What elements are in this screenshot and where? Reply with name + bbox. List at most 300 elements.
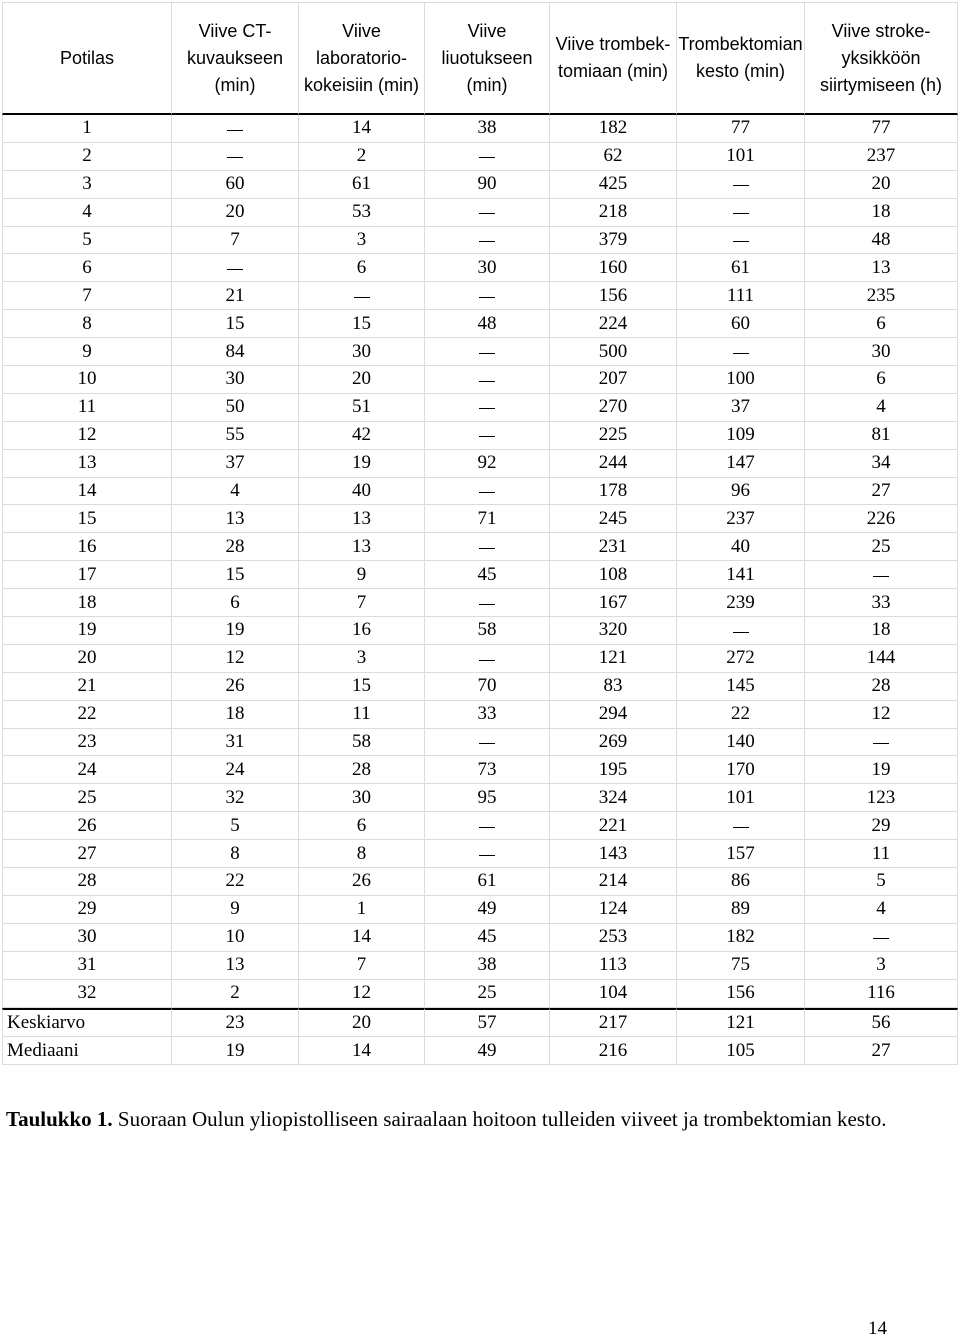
table-cell: 124 — [550, 896, 677, 924]
data-table — [2, 2, 958, 1065]
table-cell: 45 — [425, 561, 550, 589]
table-cell — [425, 199, 550, 227]
table-cell — [425, 338, 550, 366]
table-cell: 6 — [299, 254, 425, 282]
table-cell — [425, 589, 550, 617]
missing-value-dash — [479, 241, 495, 242]
table-cell: 11 — [805, 840, 958, 868]
table-cell: 55 — [172, 422, 299, 450]
table-cell: 6 — [805, 366, 958, 394]
table-cell: 20 — [299, 1008, 425, 1038]
table-cell — [677, 812, 805, 840]
table-cell: 37 — [172, 450, 299, 478]
missing-value-dash — [733, 241, 749, 242]
table-row — [2, 896, 958, 924]
table-cell: 26 — [299, 868, 425, 896]
table-cell: 6 — [299, 812, 425, 840]
table-cell: 7 — [299, 952, 425, 980]
table-cell: 13 — [299, 533, 425, 561]
table-cell: 32 — [172, 784, 299, 812]
table-cell: 4 — [805, 394, 958, 422]
table-cell: 144 — [805, 645, 958, 673]
table-cell: 244 — [550, 450, 677, 478]
table-cell: 217 — [550, 1008, 677, 1038]
table-row — [2, 505, 958, 533]
table-cell: 101 — [677, 143, 805, 171]
table-cell — [677, 171, 805, 199]
row-label-cell: 6 — [2, 254, 172, 282]
table-cell: 62 — [550, 143, 677, 171]
table-cell: 30 — [425, 254, 550, 282]
table-cell: 77 — [805, 115, 958, 143]
table-cell: 20 — [299, 366, 425, 394]
table-cell — [677, 617, 805, 645]
missing-value-dash — [733, 632, 749, 633]
table-cell: 31 — [172, 729, 299, 757]
table-cell: 141 — [677, 561, 805, 589]
table-cell: 109 — [677, 422, 805, 450]
table-cell: 57 — [425, 1008, 550, 1038]
table-cell: 195 — [550, 756, 677, 784]
table-header-row — [2, 2, 958, 115]
summary-row — [2, 1037, 958, 1065]
missing-value-dash — [479, 743, 495, 744]
column-header: Viive liuotukseen (min) — [425, 2, 550, 115]
table-cell: 500 — [550, 338, 677, 366]
table-cell: 253 — [550, 924, 677, 952]
table-cell: 13 — [172, 952, 299, 980]
table-cell: 245 — [550, 505, 677, 533]
table-cell: 19 — [172, 617, 299, 645]
table-cell: 77 — [677, 115, 805, 143]
row-label-cell: 2 — [2, 143, 172, 171]
table-cell: 20 — [805, 171, 958, 199]
table-cell: 14 — [299, 115, 425, 143]
row-label-cell: 16 — [2, 533, 172, 561]
table-row — [2, 115, 958, 143]
column-header: Viive trombek-tomiaan (min) — [550, 2, 677, 115]
row-label-cell: 9 — [2, 338, 172, 366]
missing-value-dash — [479, 381, 495, 382]
table-cell: 15 — [299, 673, 425, 701]
table-cell — [425, 478, 550, 506]
table-cell: 11 — [299, 701, 425, 729]
missing-value-dash — [354, 297, 370, 298]
missing-value-dash — [733, 353, 749, 354]
column-header: Trombektomian kesto (min) — [677, 2, 805, 115]
table-cell — [805, 561, 958, 589]
row-label-cell: 21 — [2, 673, 172, 701]
table-cell: 101 — [677, 784, 805, 812]
row-label-cell: 30 — [2, 924, 172, 952]
missing-value-dash — [479, 213, 495, 214]
table-cell: 90 — [425, 171, 550, 199]
table-row — [2, 394, 958, 422]
table-cell: 38 — [425, 115, 550, 143]
table-cell: 218 — [550, 199, 677, 227]
table-cell: 140 — [677, 729, 805, 757]
table-cell: 18 — [805, 199, 958, 227]
table-row — [2, 254, 958, 282]
table-cell: 3 — [299, 227, 425, 255]
column-header: Viive CT-kuvaukseen (min) — [172, 2, 299, 115]
row-label-cell: 5 — [2, 227, 172, 255]
row-label-cell: Keskiarvo — [2, 1008, 172, 1038]
row-label-cell: 12 — [2, 422, 172, 450]
table-cell — [677, 199, 805, 227]
row-label-cell: 11 — [2, 394, 172, 422]
table-cell: 160 — [550, 254, 677, 282]
table-cell: 18 — [172, 701, 299, 729]
table-cell: 19 — [299, 450, 425, 478]
missing-value-dash — [479, 855, 495, 856]
table-row — [2, 952, 958, 980]
table-cell: 83 — [550, 673, 677, 701]
table-cell: 58 — [299, 729, 425, 757]
table-cell: 225 — [550, 422, 677, 450]
table-cell: 22 — [677, 701, 805, 729]
missing-value-dash — [479, 436, 495, 437]
missing-value-dash — [733, 185, 749, 186]
table-cell: 86 — [677, 868, 805, 896]
table-cell: 237 — [805, 143, 958, 171]
table-cell: 30 — [299, 784, 425, 812]
table-cell: 61 — [677, 254, 805, 282]
table-cell: 30 — [299, 338, 425, 366]
table-cell: 15 — [172, 310, 299, 338]
table-cell: 19 — [172, 1037, 299, 1065]
table-cell: 5 — [172, 812, 299, 840]
table-cell — [677, 338, 805, 366]
table-cell: 182 — [677, 924, 805, 952]
table-cell: 2 — [172, 980, 299, 1008]
table-row — [2, 729, 958, 757]
table-cell: 9 — [172, 896, 299, 924]
table-cell: 19 — [805, 756, 958, 784]
table-cell: 27 — [805, 1037, 958, 1065]
table-cell: 33 — [425, 701, 550, 729]
missing-value-dash — [479, 548, 495, 549]
table-row — [2, 143, 958, 171]
table-cell: 121 — [550, 645, 677, 673]
table-cell: 214 — [550, 868, 677, 896]
table-cell: 379 — [550, 227, 677, 255]
row-label-cell: 22 — [2, 701, 172, 729]
table-cell: 13 — [805, 254, 958, 282]
table-body — [2, 115, 958, 1065]
table-cell: 320 — [550, 617, 677, 645]
table-cell: 111 — [677, 282, 805, 310]
row-label-cell: 20 — [2, 645, 172, 673]
table-cell: 51 — [299, 394, 425, 422]
column-header: Potilas — [2, 2, 172, 115]
table-row — [2, 840, 958, 868]
table-cell — [425, 282, 550, 310]
table-cell: 23 — [172, 1008, 299, 1038]
table-cell: 4 — [805, 896, 958, 924]
row-label-cell: 13 — [2, 450, 172, 478]
table-cell: 96 — [677, 478, 805, 506]
table-row — [2, 561, 958, 589]
table-cell: 71 — [425, 505, 550, 533]
missing-value-dash — [733, 827, 749, 828]
row-label-cell: 32 — [2, 980, 172, 1008]
table-cell: 221 — [550, 812, 677, 840]
table-cell: 84 — [172, 338, 299, 366]
table-cell: 14 — [299, 1037, 425, 1065]
table-cell: 38 — [425, 952, 550, 980]
table-cell: 20 — [172, 199, 299, 227]
table-cell — [425, 143, 550, 171]
row-label-cell: 4 — [2, 199, 172, 227]
table-cell: 37 — [677, 394, 805, 422]
row-label-cell: 31 — [2, 952, 172, 980]
row-label-cell: 17 — [2, 561, 172, 589]
missing-value-dash — [873, 743, 889, 744]
table-cell: 73 — [425, 756, 550, 784]
row-label-cell: 23 — [2, 729, 172, 757]
table-cell: 105 — [677, 1037, 805, 1065]
table-cell: 30 — [805, 338, 958, 366]
table-row — [2, 589, 958, 617]
table-cell: 33 — [805, 589, 958, 617]
table-cell — [425, 422, 550, 450]
table-cell — [805, 729, 958, 757]
table-cell: 26 — [172, 673, 299, 701]
row-label-cell: 8 — [2, 310, 172, 338]
table-row — [2, 533, 958, 561]
missing-value-dash — [479, 604, 495, 605]
table-cell — [425, 729, 550, 757]
table-cell: 61 — [425, 868, 550, 896]
caption-label: Taulukko 1. — [6, 1107, 113, 1131]
row-label-cell: 10 — [2, 366, 172, 394]
table-cell: 113 — [550, 952, 677, 980]
table-cell: 48 — [805, 227, 958, 255]
missing-value-dash — [733, 213, 749, 214]
table-cell: 12 — [299, 980, 425, 1008]
table-row — [2, 701, 958, 729]
row-label-cell: 24 — [2, 756, 172, 784]
table-cell: 22 — [172, 868, 299, 896]
table-row — [2, 812, 958, 840]
table-cell: 49 — [425, 1037, 550, 1065]
table-cell: 89 — [677, 896, 805, 924]
table-cell: 28 — [172, 533, 299, 561]
row-label-cell: 19 — [2, 617, 172, 645]
row-label-cell: 14 — [2, 478, 172, 506]
table-row — [2, 617, 958, 645]
missing-value-dash — [479, 157, 495, 158]
table-cell: 182 — [550, 115, 677, 143]
table-cell: 5 — [805, 868, 958, 896]
column-header: Viive stroke-yksikköön siirtymiseen (h) — [805, 2, 958, 115]
row-label-cell: Mediaani — [2, 1037, 172, 1065]
table-cell: 34 — [805, 450, 958, 478]
table-cell: 8 — [172, 840, 299, 868]
table-cell — [172, 143, 299, 171]
page-number: 14 — [868, 1318, 887, 1339]
table-cell — [425, 394, 550, 422]
table-cell: 60 — [677, 310, 805, 338]
table-cell: 294 — [550, 701, 677, 729]
table-cell: 15 — [172, 561, 299, 589]
table-row — [2, 171, 958, 199]
table-cell — [425, 645, 550, 673]
missing-value-dash — [227, 130, 243, 131]
table-cell: 216 — [550, 1037, 677, 1065]
table-cell: 6 — [172, 589, 299, 617]
missing-value-dash — [479, 492, 495, 493]
table-cell: 48 — [425, 310, 550, 338]
table-cell: 3 — [299, 645, 425, 673]
missing-value-dash — [873, 938, 889, 939]
table-cell: 30 — [172, 366, 299, 394]
table-cell: 123 — [805, 784, 958, 812]
table-cell: 40 — [677, 533, 805, 561]
table-cell — [425, 366, 550, 394]
table-cell: 18 — [805, 617, 958, 645]
table-cell: 7 — [299, 589, 425, 617]
row-label-cell: 28 — [2, 868, 172, 896]
table-row — [2, 868, 958, 896]
table-cell: 167 — [550, 589, 677, 617]
table-cell: 145 — [677, 673, 805, 701]
row-label-cell: 7 — [2, 282, 172, 310]
table-cell: 207 — [550, 366, 677, 394]
table-row — [2, 199, 958, 227]
table-cell: 75 — [677, 952, 805, 980]
table-cell: 7 — [172, 227, 299, 255]
missing-value-dash — [479, 297, 495, 298]
summary-row — [2, 1008, 958, 1038]
table-cell: 25 — [805, 533, 958, 561]
table-cell: 269 — [550, 729, 677, 757]
table-cell: 12 — [805, 701, 958, 729]
table-row — [2, 450, 958, 478]
table-cell: 3 — [805, 952, 958, 980]
table-cell — [677, 227, 805, 255]
table-cell: 6 — [805, 310, 958, 338]
table-cell — [425, 812, 550, 840]
table-cell: 10 — [172, 924, 299, 952]
table-cell: 4 — [172, 478, 299, 506]
table-cell: 15 — [299, 310, 425, 338]
table-row — [2, 366, 958, 394]
table-cell: 61 — [299, 171, 425, 199]
table-cell — [299, 282, 425, 310]
table-cell: 270 — [550, 394, 677, 422]
table-cell: 239 — [677, 589, 805, 617]
table-row — [2, 756, 958, 784]
table-cell: 157 — [677, 840, 805, 868]
missing-value-dash — [227, 157, 243, 158]
table-cell: 235 — [805, 282, 958, 310]
row-label-cell: 25 — [2, 784, 172, 812]
table-cell: 9 — [299, 561, 425, 589]
table-cell: 25 — [425, 980, 550, 1008]
table-cell: 147 — [677, 450, 805, 478]
table-cell: 2 — [299, 143, 425, 171]
table-row — [2, 310, 958, 338]
row-label-cell: 27 — [2, 840, 172, 868]
caption-text: Suoraan Oulun yliopistolliseen sairaalaan hoitoon tulleiden viiveet ja trombektomian kesto. — [112, 1107, 887, 1131]
row-label-cell: 15 — [2, 505, 172, 533]
table-cell: 12 — [172, 645, 299, 673]
missing-value-dash — [873, 576, 889, 577]
table-cell: 13 — [172, 505, 299, 533]
table-cell — [425, 840, 550, 868]
table-row — [2, 282, 958, 310]
row-label-cell: 18 — [2, 589, 172, 617]
table-cell: 60 — [172, 171, 299, 199]
row-label-cell: 1 — [2, 115, 172, 143]
table-cell: 29 — [805, 812, 958, 840]
table-cell: 272 — [677, 645, 805, 673]
missing-value-dash — [479, 353, 495, 354]
table-cell: 226 — [805, 505, 958, 533]
row-label-cell: 3 — [2, 171, 172, 199]
table-cell: 231 — [550, 533, 677, 561]
missing-value-dash — [479, 827, 495, 828]
table-cell: 81 — [805, 422, 958, 450]
table-cell: 58 — [425, 617, 550, 645]
table-cell: 156 — [677, 980, 805, 1008]
table-cell — [805, 924, 958, 952]
table-cell: 40 — [299, 478, 425, 506]
table-cell: 49 — [425, 896, 550, 924]
table-row — [2, 645, 958, 673]
table-cell: 14 — [299, 924, 425, 952]
table-row — [2, 338, 958, 366]
table-cell: 42 — [299, 422, 425, 450]
table-cell: 50 — [172, 394, 299, 422]
missing-value-dash — [479, 408, 495, 409]
table-cell: 324 — [550, 784, 677, 812]
table-row — [2, 924, 958, 952]
table-cell: 178 — [550, 478, 677, 506]
table-cell: 425 — [550, 171, 677, 199]
table-cell: 8 — [299, 840, 425, 868]
table-cell: 24 — [172, 756, 299, 784]
table-cell: 156 — [550, 282, 677, 310]
table-cell: 143 — [550, 840, 677, 868]
table-cell: 108 — [550, 561, 677, 589]
table-cell — [425, 533, 550, 561]
table-cell — [172, 254, 299, 282]
table-cell: 70 — [425, 673, 550, 701]
missing-value-dash — [479, 660, 495, 661]
table-cell: 56 — [805, 1008, 958, 1038]
missing-value-dash — [227, 269, 243, 270]
table-row — [2, 980, 958, 1008]
table-cell: 16 — [299, 617, 425, 645]
table-cell: 13 — [299, 505, 425, 533]
table-cell — [172, 115, 299, 143]
table-cell: 95 — [425, 784, 550, 812]
table-cell: 116 — [805, 980, 958, 1008]
table-caption — [6, 1100, 936, 1139]
column-header: Viive laboratorio-kokeisiin (min) — [299, 2, 425, 115]
table-cell: 121 — [677, 1008, 805, 1038]
table-cell: 28 — [805, 673, 958, 701]
row-label-cell: 26 — [2, 812, 172, 840]
table-cell: 100 — [677, 366, 805, 394]
table-cell: 45 — [425, 924, 550, 952]
table-cell: 104 — [550, 980, 677, 1008]
table-cell: 21 — [172, 282, 299, 310]
table-cell: 28 — [299, 756, 425, 784]
